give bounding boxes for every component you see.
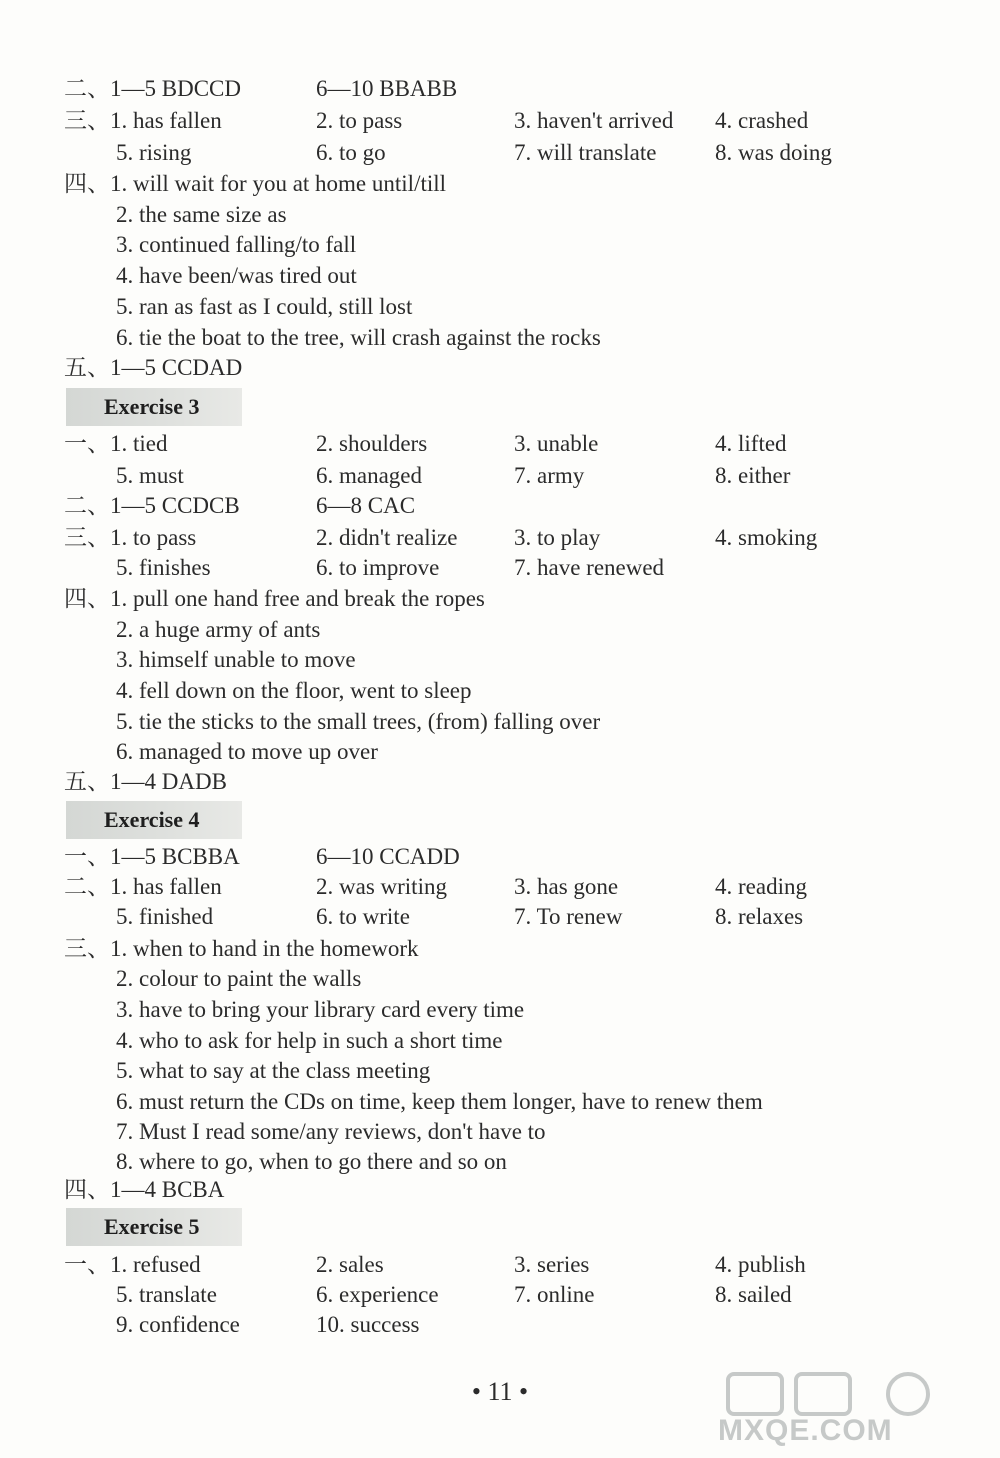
answer-item: 3. to play xyxy=(514,525,601,550)
answer-item-first: 8. where to go, when to go there and so on xyxy=(116,1149,507,1174)
answer-item: 3. unable xyxy=(514,431,599,456)
answer-item: 6—10 CCADD xyxy=(316,844,460,869)
answer-item-first: 2. colour to paint the walls xyxy=(116,966,362,991)
answer-line xyxy=(0,1175,1000,1205)
exercise-heading xyxy=(66,388,242,426)
answer-line xyxy=(0,491,1000,521)
answer-line xyxy=(0,1147,1000,1177)
exercise-heading xyxy=(66,1208,242,1246)
answer-item: 6. to write xyxy=(316,904,410,929)
answer-line xyxy=(0,461,1000,491)
exercise-heading-label: Exercise 4 xyxy=(104,807,200,832)
answer-item: 8. relaxes xyxy=(715,904,804,929)
answer-line xyxy=(0,737,1000,767)
answer-item: 6. to improve xyxy=(316,555,440,580)
answer-item-first: 三、1. to pass xyxy=(64,525,197,550)
answer-item: 4. lifted xyxy=(715,431,787,456)
answer-item-first: 2. the same size as xyxy=(116,202,287,227)
answer-line xyxy=(0,1087,1000,1117)
watermark-text: MXQE.COM xyxy=(718,1414,893,1447)
answer-item: 3. has gone xyxy=(514,874,619,899)
answer-line xyxy=(0,106,1000,136)
answer-item: 7. army xyxy=(514,463,585,488)
watermark-logo xyxy=(718,1368,988,1452)
answer-line xyxy=(0,707,1000,737)
answer-line xyxy=(0,292,1000,322)
answer-item: 2. didn't realize xyxy=(316,525,458,550)
answer-item: 8. either xyxy=(715,463,791,488)
answer-item-first: 二、1—5 BDCCD xyxy=(64,76,241,101)
answer-item: 4. crashed xyxy=(715,108,809,133)
answer-line xyxy=(0,902,1000,932)
answer-item-first: 4. who to ask for help in such a short time xyxy=(116,1028,503,1053)
answer-line xyxy=(0,1026,1000,1056)
answer-line xyxy=(0,138,1000,168)
answer-line xyxy=(0,553,1000,583)
answer-item-first: 5. translate xyxy=(116,1282,217,1307)
answer-line xyxy=(0,584,1000,614)
answer-line xyxy=(0,676,1000,706)
answer-item: 6. experience xyxy=(316,1282,439,1307)
answer-item: 8. sailed xyxy=(715,1282,792,1307)
answer-line xyxy=(0,1117,1000,1147)
answer-line xyxy=(0,1250,1000,1280)
answer-item: 6. managed xyxy=(316,463,423,488)
answer-item-first: 三、1. has fallen xyxy=(64,108,222,133)
answer-item: 2. was writing xyxy=(316,874,447,899)
answer-item: 3. series xyxy=(514,1252,590,1277)
answer-item-first: 9. confidence xyxy=(116,1312,240,1337)
answer-item-first: 一、1. tied xyxy=(64,431,168,456)
answer-item: 6—10 BBABB xyxy=(316,76,458,101)
answer-item: 10. success xyxy=(316,1312,420,1337)
answer-item-first: 5. finishes xyxy=(116,555,211,580)
answer-line xyxy=(0,1310,1000,1340)
answer-line xyxy=(0,230,1000,260)
answer-item-first: 5. rising xyxy=(116,140,192,165)
answer-item-first: 四、1. pull one hand free and break the ropes xyxy=(64,586,485,611)
answer-line xyxy=(0,429,1000,459)
answer-item-first: 四、1. will wait for you at home until/till xyxy=(64,171,447,196)
answer-item: 6. to go xyxy=(316,140,386,165)
exercise-heading-label: Exercise 3 xyxy=(104,394,200,419)
answer-item-first: 4. have been/was tired out xyxy=(116,263,357,288)
answer-line xyxy=(0,934,1000,964)
answer-line xyxy=(0,200,1000,230)
answer-item-first: 6. tie the boat to the tree, will crash against the rocks xyxy=(116,325,601,350)
answer-item-first: 五、1—5 CCDAD xyxy=(64,355,243,380)
answer-item-first: 二、1. has fallen xyxy=(64,874,222,899)
answer-item: 7. online xyxy=(514,1282,595,1307)
answer-item-first: 4. fell down on the floor, went to sleep xyxy=(116,678,472,703)
answer-line xyxy=(0,964,1000,994)
answer-item-first: 二、1—5 CCDCB xyxy=(64,493,240,518)
answer-item: 4. reading xyxy=(715,874,807,899)
answer-item-first: 2. a huge army of ants xyxy=(116,617,321,642)
answer-line xyxy=(0,767,1000,797)
answer-line xyxy=(0,523,1000,553)
answer-line xyxy=(0,169,1000,199)
answer-item-first: 6. must return the CDs on time, keep them longer, have to renew them xyxy=(116,1089,763,1114)
answer-item: 4. publish xyxy=(715,1252,806,1277)
answer-item-first: 一、1—5 BCBBA xyxy=(64,844,240,869)
answer-line xyxy=(0,995,1000,1025)
exercise-heading xyxy=(66,801,242,839)
answer-line xyxy=(0,261,1000,291)
exercise-heading-label: Exercise 5 xyxy=(104,1214,200,1239)
answer-item: 8. was doing xyxy=(715,140,832,165)
answer-item-first: 3. have to bring your library card every time xyxy=(116,997,525,1022)
answer-item-first: 四、1—4 BCBA xyxy=(64,1177,225,1202)
answer-item-first: 3. continued falling/to fall xyxy=(116,232,357,257)
answer-item: 2. sales xyxy=(316,1252,384,1277)
answer-item-first: 5. what to say at the class meeting xyxy=(116,1058,431,1083)
page-number: • 11 • xyxy=(471,1377,529,1406)
answer-item: 4. smoking xyxy=(715,525,818,550)
answer-item-first: 3. himself unable to move xyxy=(116,647,356,672)
answer-item-first: 5. finished xyxy=(116,904,214,929)
answer-line xyxy=(0,1056,1000,1086)
answer-item-first: 三、1. when to hand in the homework xyxy=(64,936,419,961)
answer-line xyxy=(0,645,1000,675)
answer-line xyxy=(0,74,1000,104)
answer-line xyxy=(0,615,1000,645)
answer-item: 7. have renewed xyxy=(514,555,665,580)
answer-item: 3. haven't arrived xyxy=(514,108,674,133)
answer-item: 2. to pass xyxy=(316,108,403,133)
answer-line xyxy=(0,872,1000,902)
answer-line xyxy=(0,842,1000,872)
answer-item-first: 一、1. refused xyxy=(64,1252,201,1277)
answer-item-first: 5. must xyxy=(116,463,184,488)
answer-item: 7. will translate xyxy=(514,140,657,165)
answer-item-first: 5. tie the sticks to the small trees, (from) falling over xyxy=(116,709,601,734)
answer-line xyxy=(0,323,1000,353)
answer-item-first: 6. managed to move up over xyxy=(116,739,378,764)
answer-line xyxy=(0,1280,1000,1310)
answer-item-first: 5. ran as fast as I could, still lost xyxy=(116,294,413,319)
answer-item-first: 7. Must I read some/any reviews, don't have to xyxy=(116,1119,546,1144)
answer-item-first: 五、1—4 DADB xyxy=(64,769,227,794)
answer-item: 2. shoulders xyxy=(316,431,428,456)
answer-item: 7. To renew xyxy=(514,904,623,929)
answer-line xyxy=(0,353,1000,383)
answer-item: 6—8 CAC xyxy=(316,493,416,518)
